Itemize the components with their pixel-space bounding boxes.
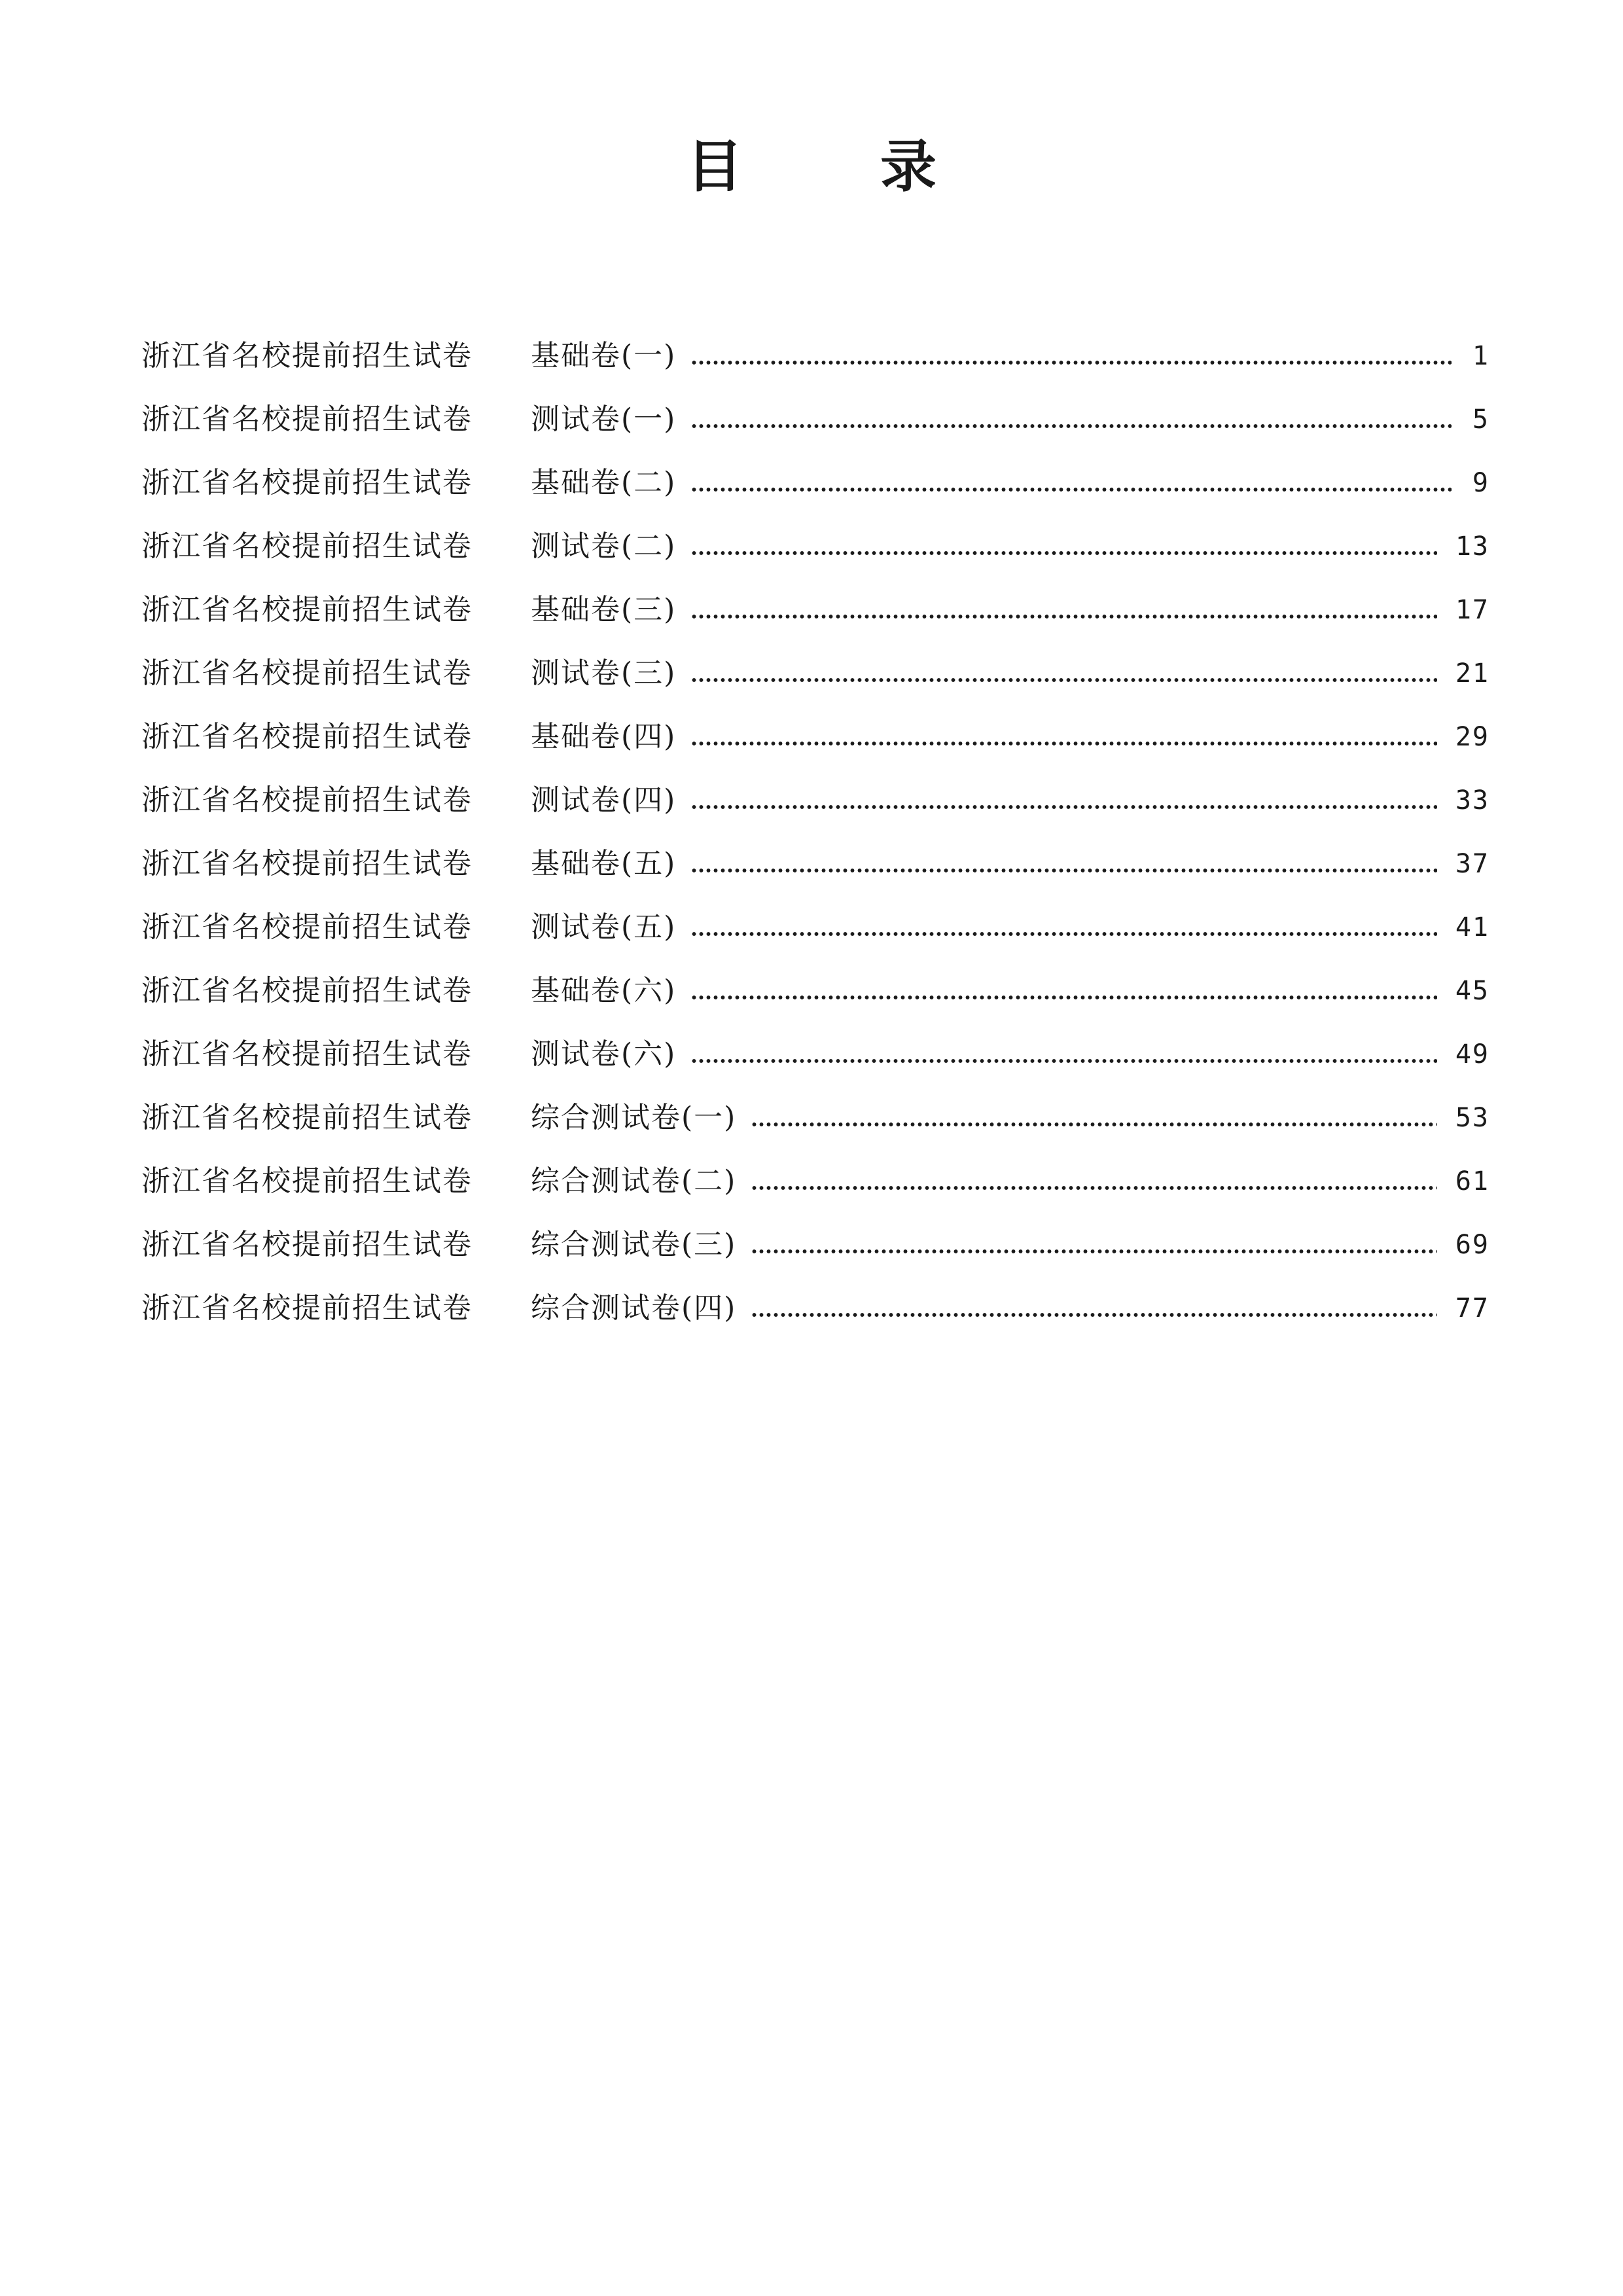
toc-paper-title: 综合测试卷(一) [531, 1100, 737, 1134]
toc-page-number: 9 [1472, 467, 1489, 498]
toc-entry[interactable] [141, 959, 1489, 1022]
toc-page-number: 41 [1455, 912, 1489, 942]
dot-leader [751, 1163, 1436, 1200]
toc-series-label: 浙江省名校提前招生试卷 [141, 402, 473, 436]
toc-paper-title: 基础卷(二) [531, 465, 677, 499]
toc-page-number: 17 [1455, 594, 1489, 625]
toc-page-number: 29 [1455, 721, 1489, 752]
toc-series-label: 浙江省名校提前招生试卷 [141, 719, 473, 753]
toc-page-number: 69 [1455, 1229, 1489, 1260]
toc-entry[interactable] [141, 1086, 1489, 1149]
toc-entry[interactable] [141, 768, 1489, 832]
dot-leader [690, 1036, 1436, 1073]
toc-series-label: 浙江省名校提前招生试卷 [141, 1164, 473, 1198]
dot-leader [751, 1290, 1436, 1327]
table-of-contents [141, 324, 1489, 1340]
toc-entry[interactable] [141, 578, 1489, 641]
toc-series-label: 浙江省名校提前招生试卷 [141, 910, 473, 944]
dot-leader [751, 1227, 1436, 1263]
dot-leader [690, 528, 1436, 565]
toc-page-number: 1 [1472, 340, 1489, 371]
toc-page-number: 5 [1472, 404, 1489, 435]
toc-paper-title: 测试卷(一) [531, 402, 677, 436]
dot-leader [690, 973, 1436, 1009]
dot-leader [690, 592, 1436, 628]
toc-entry[interactable] [141, 387, 1489, 451]
toc-page-number: 37 [1455, 848, 1489, 879]
toc-paper-title: 综合测试卷(四) [531, 1291, 737, 1325]
toc-page-number: 77 [1455, 1293, 1489, 1323]
toc-series-label: 浙江省名校提前招生试卷 [141, 1100, 473, 1134]
toc-entry[interactable] [141, 895, 1489, 959]
toc-series-label: 浙江省名校提前招生试卷 [141, 529, 473, 563]
toc-page-number: 21 [1455, 658, 1489, 689]
dot-leader [690, 909, 1436, 946]
dot-leader [690, 465, 1452, 501]
dot-leader [690, 846, 1436, 882]
toc-paper-title: 测试卷(四) [531, 783, 677, 817]
toc-page-number: 33 [1455, 785, 1489, 816]
toc-series-label: 浙江省名校提前招生试卷 [141, 783, 473, 817]
toc-paper-title: 综合测试卷(二) [531, 1164, 737, 1198]
toc-series-label: 浙江省名校提前招生试卷 [141, 1291, 473, 1325]
toc-entry[interactable] [141, 641, 1489, 705]
toc-paper-title: 基础卷(五) [531, 846, 677, 880]
toc-paper-title: 基础卷(六) [531, 973, 677, 1007]
toc-entry[interactable] [141, 705, 1489, 768]
toc-entry[interactable] [141, 1022, 1489, 1086]
toc-entry[interactable] [141, 832, 1489, 895]
dot-leader [690, 782, 1436, 819]
toc-entry[interactable] [141, 1276, 1489, 1340]
toc-paper-title: 测试卷(五) [531, 910, 677, 944]
page-title: 目 录 [687, 134, 995, 200]
toc-series-label: 浙江省名校提前招生试卷 [141, 1227, 473, 1261]
toc-entry[interactable] [141, 1213, 1489, 1276]
toc-paper-title: 基础卷(一) [531, 338, 677, 372]
toc-page-number: 13 [1455, 531, 1489, 562]
toc-paper-title: 测试卷(六) [531, 1037, 677, 1071]
toc-paper-title: 测试卷(三) [531, 656, 677, 690]
toc-page-number: 45 [1455, 975, 1489, 1006]
toc-entry[interactable] [141, 1149, 1489, 1213]
dot-leader [690, 655, 1436, 692]
toc-paper-title: 测试卷(二) [531, 529, 677, 563]
toc-paper-title: 综合测试卷(三) [531, 1227, 737, 1261]
toc-page-number: 53 [1455, 1102, 1489, 1133]
toc-series-label: 浙江省名校提前招生试卷 [141, 338, 473, 372]
toc-series-label: 浙江省名校提前招生试卷 [141, 656, 473, 690]
toc-paper-title: 基础卷(三) [531, 592, 677, 626]
toc-series-label: 浙江省名校提前招生试卷 [141, 973, 473, 1007]
toc-series-label: 浙江省名校提前招生试卷 [141, 846, 473, 880]
toc-paper-title: 基础卷(四) [531, 719, 677, 753]
toc-page-number: 49 [1455, 1039, 1489, 1069]
toc-entry[interactable] [141, 324, 1489, 387]
dot-leader [751, 1100, 1436, 1136]
toc-page-number: 61 [1455, 1166, 1489, 1196]
dot-leader [690, 719, 1436, 755]
toc-entry[interactable] [141, 451, 1489, 514]
dot-leader [690, 401, 1452, 438]
toc-entry[interactable] [141, 514, 1489, 578]
toc-series-label: 浙江省名校提前招生试卷 [141, 465, 473, 499]
toc-series-label: 浙江省名校提前招生试卷 [141, 592, 473, 626]
dot-leader [690, 338, 1452, 374]
toc-series-label: 浙江省名校提前招生试卷 [141, 1037, 473, 1071]
